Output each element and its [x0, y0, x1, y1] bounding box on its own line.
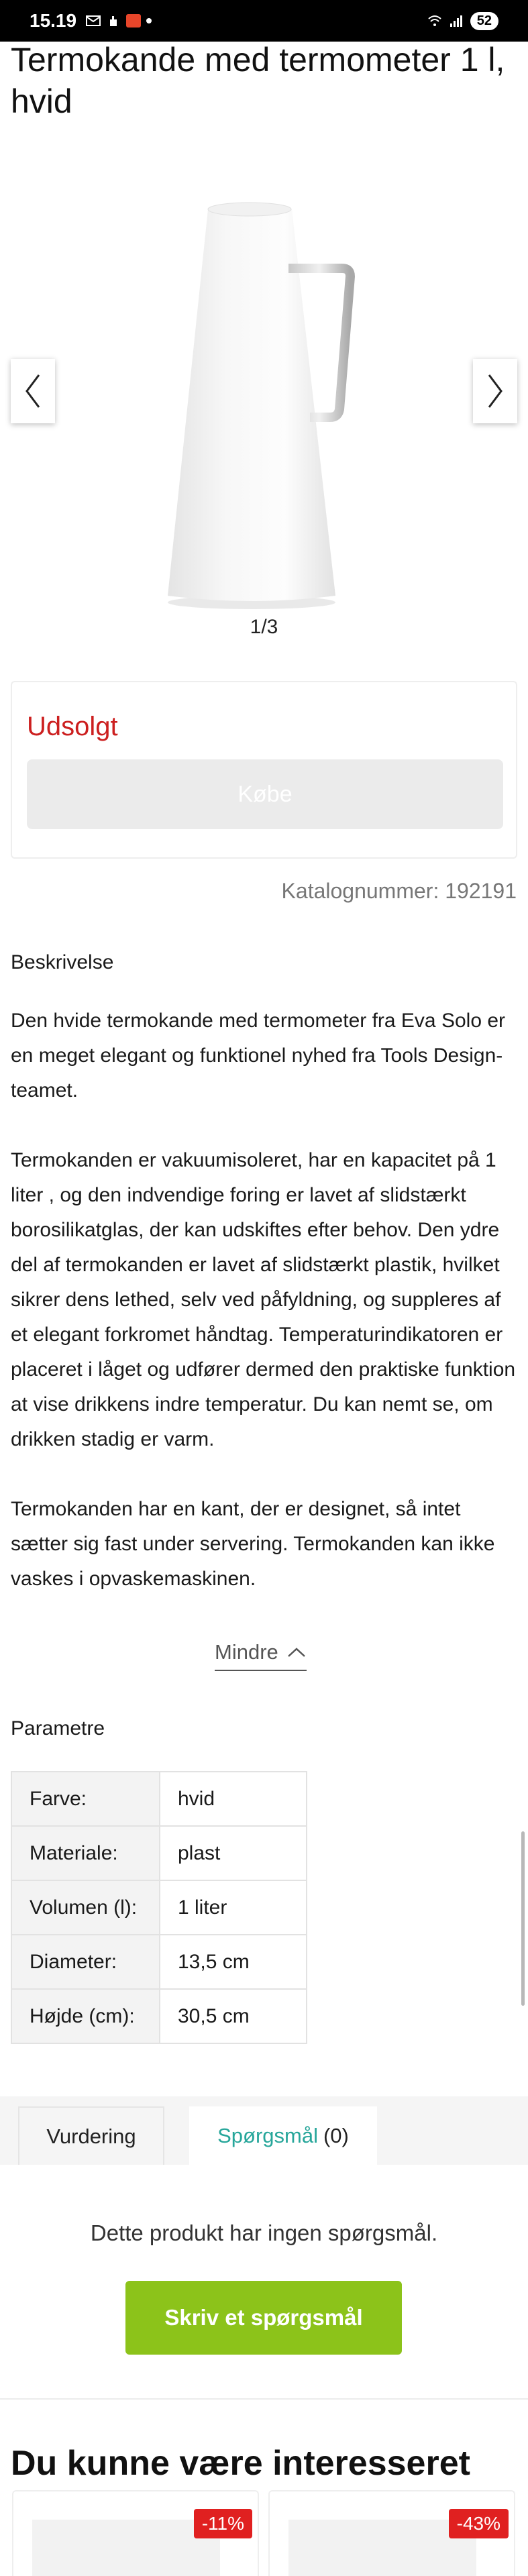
next-image-button[interactable]: [473, 359, 517, 423]
chevron-right-icon: [485, 371, 505, 411]
availability-status: Udsolgt: [27, 712, 118, 741]
param-key: Diameter:: [11, 1935, 160, 1989]
page-title: Termokande med termometer 1 l, hvid: [11, 41, 505, 120]
divider: [0, 2398, 528, 2400]
tab-questions-label: Spørgsmål: [217, 2123, 318, 2147]
param-key: Volumen (l):: [11, 1880, 160, 1935]
param-value: hvid: [160, 1772, 307, 1826]
mail-icon: [86, 14, 101, 28]
description-text: [11, 1004, 517, 1631]
signal-icon: [449, 14, 464, 28]
more-dot-icon: [146, 18, 152, 23]
product-gallery[interactable]: [0, 141, 528, 651]
write-question-button[interactable]: Skriv et spørgsmål: [125, 2281, 402, 2355]
chevron-left-icon: [23, 371, 43, 411]
product-image: [168, 195, 369, 610]
table-row: [11, 1989, 307, 2043]
previous-image-button[interactable]: [11, 359, 55, 423]
param-key: Materiale:: [11, 1826, 160, 1880]
image-counter: 1/3: [250, 616, 278, 638]
app-icon: [126, 14, 141, 28]
description-heading: Beskrivelse: [11, 951, 114, 973]
description-paragraph: Den hvide termokande med termometer fra Eva Solo er en meget elegant og funktionel nyhed fra Tools Design-teamet.: [11, 1010, 506, 1102]
hand-icon: [106, 14, 121, 28]
param-value: plast: [160, 1826, 307, 1880]
recommendations-title: Du kunne være interesseret: [11, 2444, 470, 2483]
tab-rating[interactable]: Vurdering: [18, 2106, 164, 2165]
buy-box: [11, 681, 517, 859]
tabs-bar: [0, 2096, 528, 2165]
table-row: [11, 1880, 307, 1935]
wifi-icon: [427, 14, 442, 28]
recommended-product-card[interactable]: [268, 2490, 515, 2576]
notification-icons: [86, 14, 152, 28]
table-row: [11, 1935, 307, 1989]
description-paragraph: Termokanden er vakuumisoleret, har en kapacitet på 1 liter , og den indvendige foring er lavet af slidstærkt borosilikatglas, der kan udskiftes efter behov. Den ydre del af termokanden er lavet af slidstærkt plastik, hvilket sikrer dens lethed, selv ved påfyldning, og suppleres af et elegant forkromet håndtag. Temperaturindikatoren er placeret i låget og udfører dermed den praktiske funktion at vise drikkens indre temperatur. Du kan nemt se, om drikken stadig er varm.: [11, 1149, 516, 1450]
param-value: 1 liter: [160, 1880, 307, 1935]
buy-button[interactable]: Købe: [27, 759, 503, 829]
discount-badge: -11%: [194, 2509, 252, 2538]
description-paragraph: Termokanden har en kant, der er designet, så intet sætter sig fast under servering. Termokanden kan ikke vaskes i opvaskemaskinen.: [11, 1498, 495, 1590]
table-row: [11, 1826, 307, 1880]
param-key: Farve:: [11, 1772, 160, 1826]
status-time: 15.19: [30, 10, 77, 31]
chevron-up-icon: [286, 1646, 307, 1658]
battery-indicator: 52: [470, 12, 498, 30]
system-icons: [427, 12, 498, 30]
param-value: 13,5 cm: [160, 1935, 307, 1989]
scrollbar[interactable]: [521, 1831, 525, 2006]
no-questions-text: Dette produkt har ingen spørgsmål.: [90, 2220, 438, 2245]
tab-questions-count: (0): [323, 2123, 349, 2147]
parameters-table: [11, 1771, 307, 2044]
table-row: [11, 1772, 307, 1826]
show-less-label: Mindre: [215, 1640, 278, 1664]
catalog-number: Katalognummer: 192191: [281, 879, 517, 903]
recommended-product-card[interactable]: [12, 2490, 259, 2576]
product-thumbnail: [32, 2520, 220, 2576]
parameters-heading: Parametre: [11, 1717, 105, 1739]
param-value: 30,5 cm: [160, 1989, 307, 2043]
show-less-link[interactable]: [215, 1640, 307, 1671]
param-key: Højde (cm):: [11, 1989, 160, 2043]
status-bar: [0, 0, 528, 42]
tab-questions[interactable]: [189, 2106, 377, 2165]
discount-badge: -43%: [449, 2509, 509, 2538]
